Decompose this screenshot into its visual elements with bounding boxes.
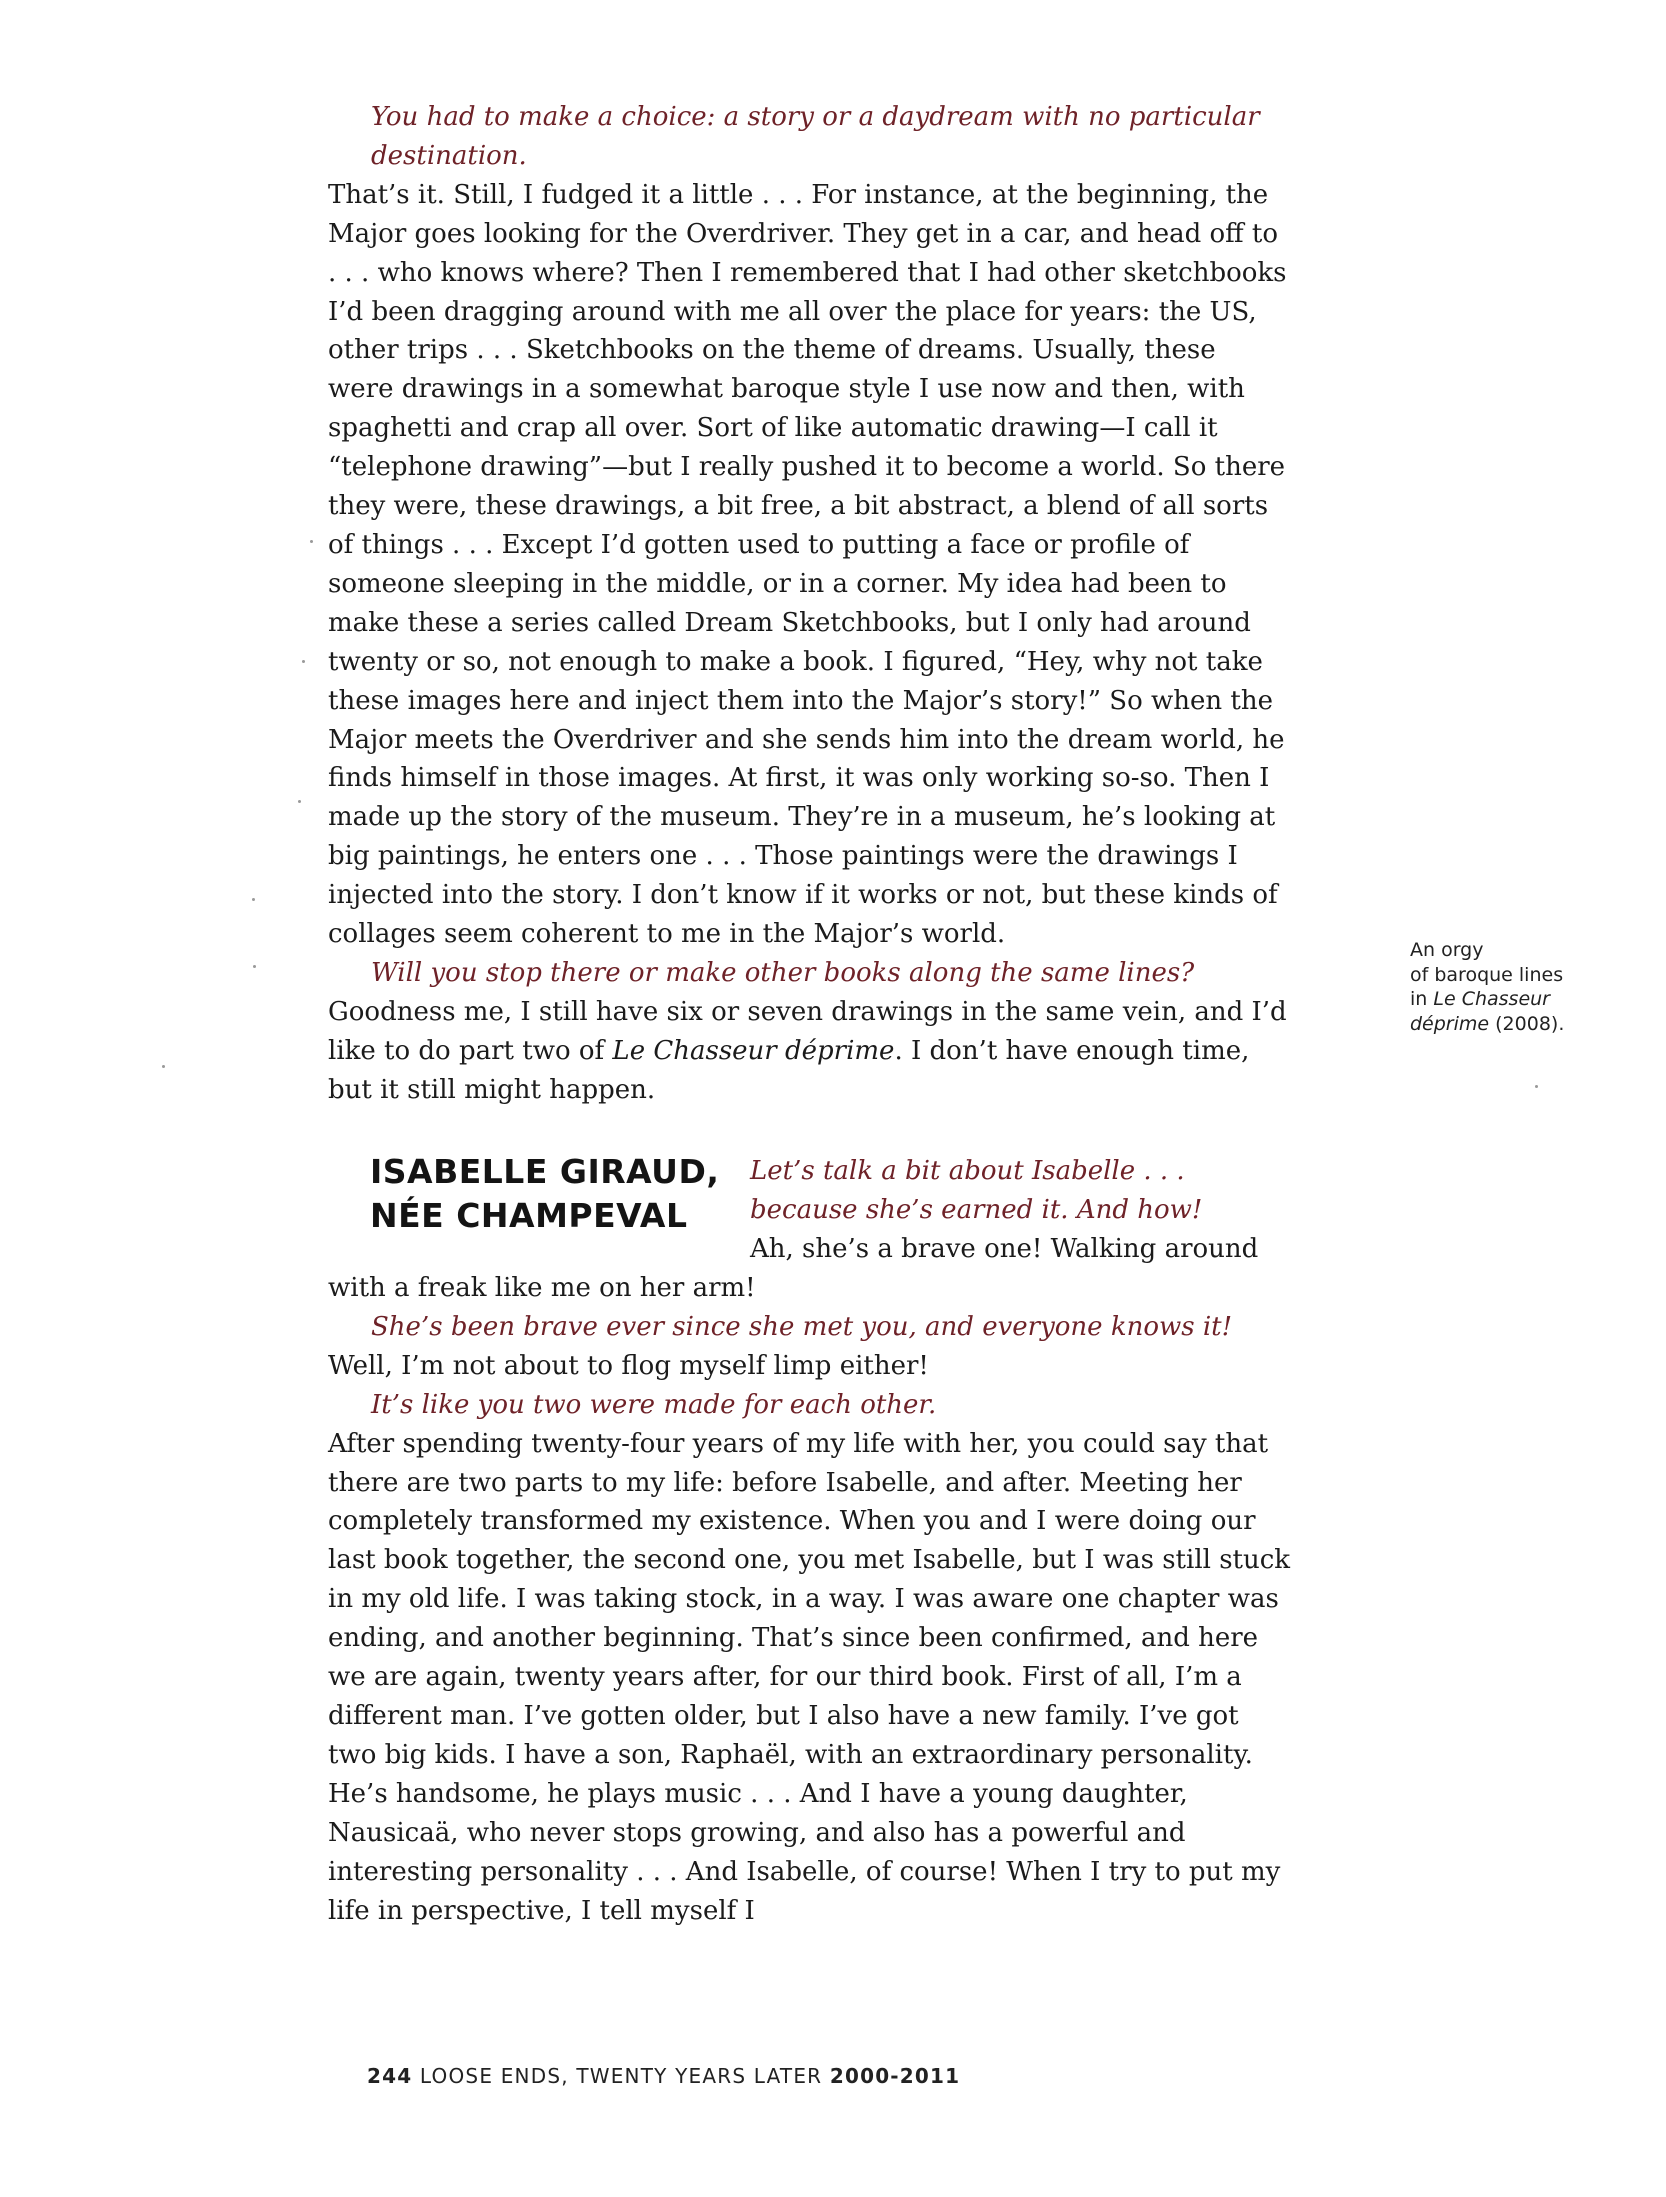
caption-line: of baroque lines xyxy=(1410,963,1564,986)
scan-speck xyxy=(1535,1085,1538,1088)
interview-block-top xyxy=(328,98,1288,1110)
answer-text xyxy=(328,993,1288,1110)
question-text: Will you stop there or make other books along the same lines? xyxy=(371,957,1195,988)
question-text: Let’s talk a bit about Isabelle . . . because she’s earned it. And how! xyxy=(750,1156,1203,1225)
image-caption xyxy=(1410,938,1610,1036)
question-text: It’s like you two were made for each other. xyxy=(371,1389,937,1420)
caption-line: An orgy xyxy=(1410,939,1484,961)
question-text: You had to make a choice: a story or a daydream with no particular destination. xyxy=(371,102,1260,171)
caption-book-title: déprime xyxy=(1410,1012,1490,1035)
caption-line: déprime (2008). xyxy=(1410,1012,1565,1035)
interview-block-bottom xyxy=(328,1269,1293,1930)
page-number: 244 xyxy=(367,2064,413,2088)
running-years: 2000-2011 xyxy=(829,2064,961,2088)
book-title: Le Chasseur déprime xyxy=(612,1035,895,1066)
answer-text: That’s it. Still, I fudged it a little . . . For instance, at the beginning, the Major goes looking for the Overdriver. They get in a car, and head off to . . . who knows where? Then I remembered that I had other sketchbooks I’d been dragging around with me all over the place for years: the US, other trips . . . Sketchbooks on the theme of dreams. Usually, these were drawings in a somewhat baroque style I use now and then, with spaghetti and crap all over. Sort of like automatic drawing—I call it “telephone drawing”—but I really pushed it to become a world. So there they were, these drawings, a bit free, a bit abstract, a blend of all sorts of things . . . Except I’d gotten used to putting a face or profile of someone sleeping in the middle, or in a corner. My idea had been to make these a series called Dream Sketchbooks, but I only had around twenty or so, not enough to make a book. I figured, “Hey, why not take these images here and inject them into the Major’s story!” So when the Major meets the Overdriver and she sends him into the dream world, he finds himself in those images. At first, it was only working so-so. Then I made up the story of the museum. They’re in a museum, he’s looking at big paintings, he enters one . . . Those paintings were the drawings I injected into the story. I don’t know if it works or not, but these kinds of collages seem coherent to me in the Major’s world. xyxy=(328,179,1287,950)
heading-side-text xyxy=(750,1152,1290,1269)
scan-speck xyxy=(252,898,255,901)
answer-text: Ah, she’s a brave one! Walking around xyxy=(750,1233,1259,1264)
running-title: LOOSE ENDS, TWENTY YEARS LATER xyxy=(419,2064,823,2088)
section-heading xyxy=(370,1150,725,1238)
heading-line: ISABELLE GIRAUD, xyxy=(370,1152,720,1191)
answer-text: Well, I’m not about to flog myself limp either! xyxy=(328,1350,929,1381)
caption-line: in Le Chasseur xyxy=(1410,988,1550,1010)
scan-speck xyxy=(253,965,256,968)
answer-part: Goodness me, I still have six or seven drawings in the same vein, and I’d like to do part two of xyxy=(328,996,1287,1066)
scan-speck xyxy=(310,540,313,543)
scan-speck xyxy=(302,660,305,663)
answer-text: with a freak like me on her arm! xyxy=(328,1273,756,1303)
scan-speck xyxy=(298,800,301,803)
answer-text: After spending twenty-four years of my life with her, you could say that there are two parts to my life: before Isabelle, and after. Meeting her completely transformed my existence. When you and I were doing our last book together, the second one, you met Isabelle, but I was still stuck in my old life. I was taking stock, in a way. I was aware one chapter was ending, and another beginning. That’s since been confirmed, and here we are again, twenty years after, for our third book. First of all, I’m a different man. I’ve gotten older, but I also have a new family. I’ve got two big kids. I have a son, Raphaël, with an extraordinary personality. He’s handsome, he plays music . . . And I have a young daughter, Nausicaä, who never stops growing, and also has a powerful and interesting personality . . . And Isabelle, of course! When I try to put my life in perspective, I tell myself I xyxy=(328,1428,1291,1926)
question-text: She’s been brave ever since she met you, and everyone knows it! xyxy=(371,1311,1233,1342)
answer-part: . I don’t have enough time, but it still might happen. xyxy=(328,1035,1250,1105)
page-footer xyxy=(367,2064,960,2088)
heading-line: NÉE CHAMPEVAL xyxy=(370,1196,688,1235)
scan-speck xyxy=(162,1065,165,1068)
caption-book-title: Le Chasseur xyxy=(1433,988,1550,1010)
